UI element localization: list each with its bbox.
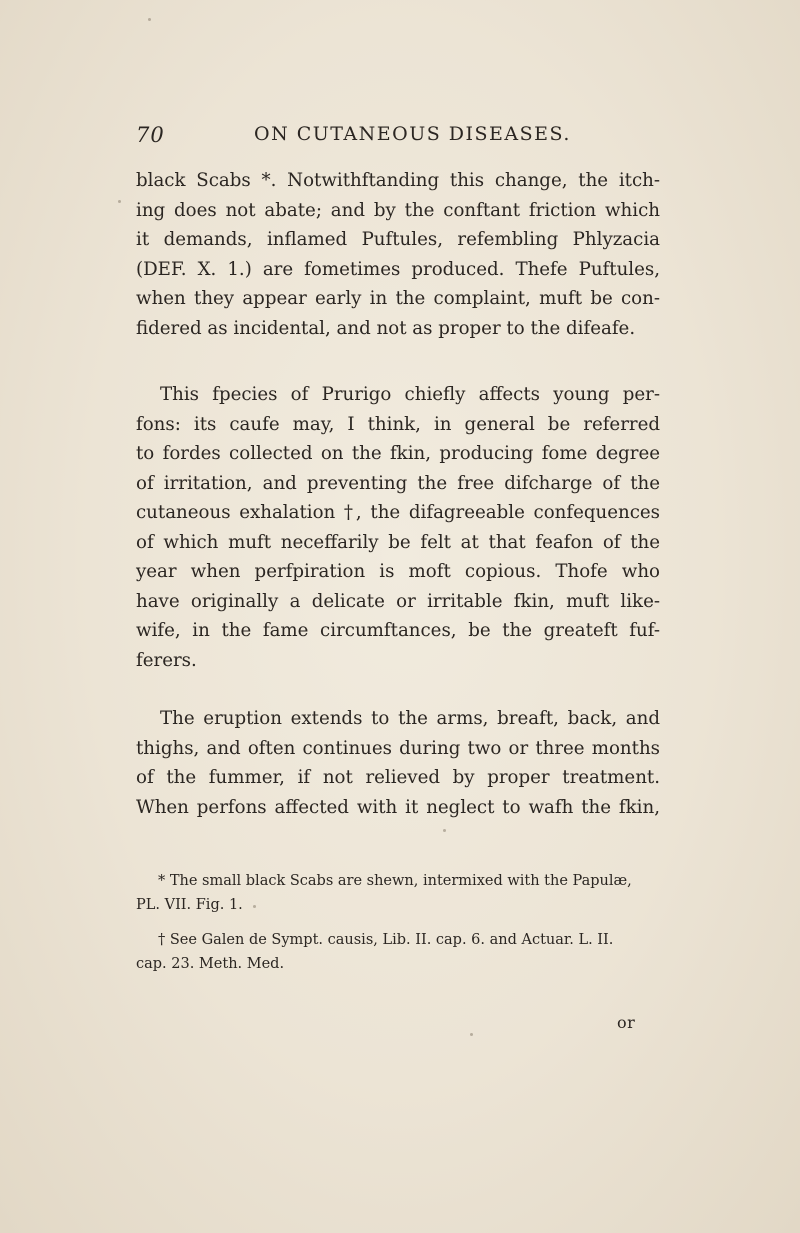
text-line: This fpecies of Prurigo chiefly affects young per-	[160, 384, 660, 405]
paragraph-1	[136, 166, 660, 343]
footnote	[136, 928, 660, 976]
text-line: of the fummer, if not relieved by proper treatment.	[136, 767, 660, 788]
footnotes	[136, 869, 660, 987]
paper-speck	[118, 200, 121, 203]
paragraph-3	[136, 704, 660, 822]
page-number: 70	[136, 123, 165, 147]
running-title: ON CUTANEOUS DISEASES.	[254, 123, 571, 145]
text-line: have originally a delicate or irritable fkin, muft like-	[136, 590, 660, 612]
text-line: of which muft neceffarily be felt at that feafon of the	[136, 531, 660, 553]
text-line: when they appear early in the complaint, muft be con-	[136, 288, 660, 309]
page-header	[136, 123, 660, 153]
text-line: it demands, inflamed Puftules, refembling Phlyzacia	[136, 229, 660, 250]
paper-speck	[148, 18, 151, 21]
footnote-line: cap. 23. Meth. Med.	[136, 956, 285, 972]
catchword: or	[617, 1013, 636, 1032]
footnote-line: * The small black Scabs are shewn, intermixed with the Papulæ,	[158, 873, 632, 889]
paragraph-2	[136, 380, 660, 675]
text-line: fidered as incidental, and not as proper to the difeafe.	[136, 317, 636, 339]
text-line: cutaneous exhalation †, the difagreeable confequences	[136, 502, 660, 523]
footnote-line: † See Galen de Sympt. causis, Lib. II. cap. 6. and Actuar. L. II.	[158, 932, 614, 948]
text-line: thighs, and often continues during two or three months	[136, 737, 660, 759]
text-line: fons: its caufe may, I think, in general be referred	[136, 413, 660, 435]
text-line: to fordes collected on the fkin, producing fome degree	[136, 443, 660, 464]
paper-speck	[253, 905, 256, 908]
footnote-line: PL. VII. Fig. 1.	[136, 897, 243, 913]
text-line: ferers.	[136, 649, 197, 671]
text-line: When perfons affected with it neglect to wafh the fkin,	[136, 796, 660, 818]
text-line: ing does not abate; and by the conftant friction which	[136, 199, 660, 221]
text-line: wife, in the fame circumftances, be the greateft fuf-	[136, 620, 660, 641]
text-line: year when perfpiration is moft copious. Thofe who	[136, 561, 660, 582]
paper-speck	[443, 829, 446, 832]
paper-speck	[470, 1033, 473, 1036]
text-line: The eruption extends to the arms, breaft, back, and	[160, 708, 660, 729]
text-line: of irritation, and preventing the free difcharge of the	[136, 472, 660, 494]
footnote	[136, 869, 660, 917]
text-line: black Scabs *. Notwithftanding this change, the itch-	[136, 170, 660, 191]
text-line: (DEF. X. 1.) are fometimes produced. Thefe Puftules,	[136, 258, 660, 280]
